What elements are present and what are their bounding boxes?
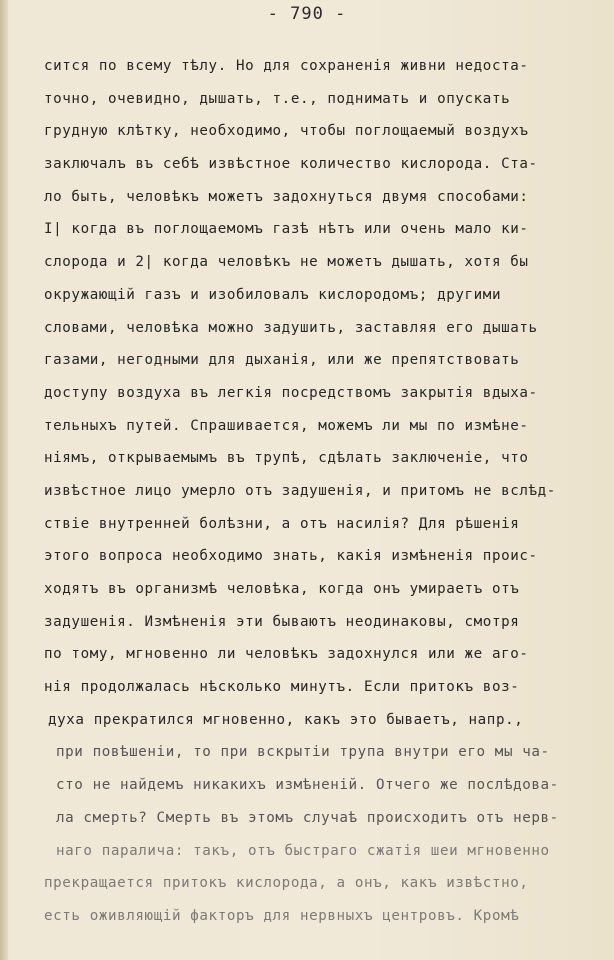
text-line: духа прекратился мгновенно, какъ это бываетъ, напр., — [48, 711, 524, 728]
text-line: окружающій газъ и изобиловалъ кислородомъ; другими — [44, 286, 502, 303]
text-line: заключалъ въ себѣ извѣстное количество кислорода. Ста- — [44, 156, 538, 173]
text-line: грудную клѣтку, необходимо, чтобы поглощаемый воздухъ — [44, 123, 529, 140]
text-line: доступу воздуха въ легкія посредствомъ закрытія вдыха- — [44, 384, 538, 401]
text-line: при повѣшеніи, то при вскрытіи трупа внутри его мы ча- — [56, 744, 550, 761]
text-line: наго паралича: такъ, отъ быстраго сжатія шеи мгновенно — [56, 842, 550, 859]
text-line: газами, негодными для дыханія, или же препятствовать — [44, 352, 520, 369]
text-line: ніямъ, открываемымъ въ трупѣ, сдѣлать заключеніе, что — [44, 450, 529, 467]
text-line: извѣстное лицо умерло отъ задушенія, и притомъ не вслѣд- — [44, 482, 556, 499]
body-text — [44, 50, 604, 933]
page-number: - 790 - — [267, 4, 347, 24]
text-line: словами, человѣка можно задушить, заставляя его дышать — [44, 319, 538, 336]
text-line: точно, очевидно, дышать, т.е., поднимать и опускать — [44, 90, 511, 107]
text-line: тельныхъ путей. Спрашивается, можемъ ли мы по измѣне- — [44, 417, 529, 434]
text-line: слорода и 2| когда человѣкъ не можетъ дышать, хотя бы — [44, 254, 529, 271]
text-line: прекращается притокъ кислорода, а онъ, какъ извѣстно, — [44, 875, 529, 892]
text-line: сится по всему тѣлу. Но для сохраненія живни недоста- — [44, 58, 529, 74]
text-line: нія продолжалась нѣсколько минутъ. Если притокъ воз- — [44, 679, 520, 696]
text-line: по тому, мгновенно ли человѣкъ задохнулся или же аго- — [44, 646, 529, 663]
text-line: I| когда въ поглощаемомъ газѣ нѣтъ или очень мало ки- — [44, 221, 529, 238]
text-line: ла смерть? Смерть въ этомъ случаѣ происходитъ отъ нерв- — [56, 809, 559, 826]
text-line: ло быть, человѣкъ можетъ задохнуться двумя способами: — [44, 188, 529, 205]
text-line: ствіе внутренней болѣзни, а отъ насилія? Для рѣшенія — [44, 515, 520, 532]
text-line: задушенія. Измѣненія эти бываютъ неодинаковы, смотря — [44, 613, 520, 630]
text-line: ходятъ въ организмѣ человѣка, когда онъ умираетъ отъ — [44, 581, 520, 597]
text-line: сто не найдемъ никакихъ измѣненій. Отчего же послѣдова- — [56, 777, 559, 794]
text-line: есть оживляющій факторъ для нервныхъ центровъ. Кромѣ — [44, 907, 520, 924]
text-line: этого вопроса необходимо знать, какія измѣненія проис- — [44, 548, 538, 565]
page-binding-edge — [0, 0, 8, 960]
